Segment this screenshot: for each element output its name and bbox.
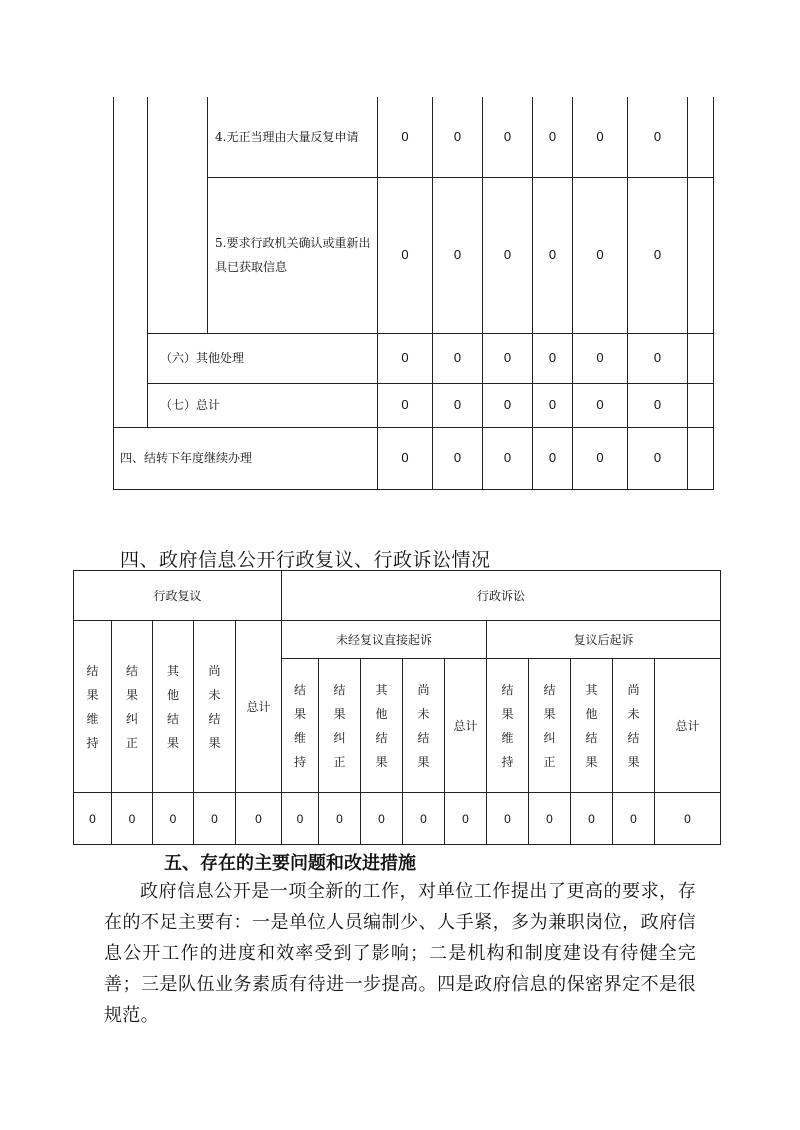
table-cell: 0 (153, 793, 194, 845)
table-cell: 0 (433, 177, 483, 333)
col-header: 其他结果 (361, 659, 403, 793)
section-heading: 五、存在的主要问题和改进措施 (164, 853, 416, 874)
table-cell: 0 (529, 793, 571, 845)
table-cell (688, 333, 714, 383)
col-header: 其他结果 (571, 659, 613, 793)
col-header: 尚未结果 (194, 621, 236, 793)
table-cell (688, 427, 714, 489)
table-row (74, 621, 721, 659)
col-header: 结果纠正 (112, 621, 153, 793)
table-cell: 0 (533, 333, 573, 383)
table-cell (688, 97, 714, 177)
table-cell: 0 (236, 793, 282, 845)
table-cell: 0 (378, 427, 433, 489)
table-cell: 0 (573, 383, 628, 427)
col-header: 总计 (236, 621, 282, 793)
table-cell: 0 (483, 427, 533, 489)
table-cell: 0 (378, 177, 433, 333)
row-label: 4.无正当理由大量反复申请 (208, 97, 378, 177)
after-review-header: 复议后起诉 (487, 621, 721, 659)
table-cell: 0 (319, 793, 361, 845)
row-label: （六）其他处理 (148, 333, 378, 383)
col-header: 结果维持 (282, 659, 319, 793)
table-cell: 0 (378, 383, 433, 427)
table-cell: 0 (433, 383, 483, 427)
table-row (114, 427, 714, 489)
table-cell: 0 (483, 177, 533, 333)
table-cell (114, 97, 148, 427)
table-cell: 0 (483, 383, 533, 427)
table-cell: 0 (533, 383, 573, 427)
direct-suit-header: 未经复议直接起诉 (282, 621, 487, 659)
col-header: 结果纠正 (319, 659, 361, 793)
review-litigation-table (73, 570, 721, 845)
table-row (114, 97, 714, 177)
col-header: 结果维持 (74, 621, 112, 793)
col-header: 尚未结果 (613, 659, 655, 793)
review-header: 行政复议 (74, 571, 282, 621)
table-cell: 0 (378, 97, 433, 177)
table-cell: 0 (655, 793, 721, 845)
table-cell: 0 (628, 427, 688, 489)
row-label: 5.要求行政机关确认或重新出具已获取信息 (208, 177, 378, 333)
table-cell: 0 (282, 793, 319, 845)
table-cell: 0 (533, 177, 573, 333)
col-header: 结果维持 (487, 659, 529, 793)
table-cell: 0 (573, 333, 628, 383)
col-header: 总计 (445, 659, 487, 793)
table-cell: 0 (533, 97, 573, 177)
table-cell: 0 (445, 793, 487, 845)
row-label: 四、结转下年度继续办理 (114, 427, 378, 489)
table-cell: 0 (483, 97, 533, 177)
table-row (114, 333, 714, 383)
section-heading: 四、政府信息公开行政复议、行政诉讼情况 (120, 549, 491, 571)
table-cell: 0 (628, 333, 688, 383)
col-header: 尚未结果 (403, 659, 445, 793)
table-cell: 0 (613, 793, 655, 845)
table-cell: 0 (112, 793, 153, 845)
section-paragraph: 政府信息公开是一项全新的工作，对单位工作提出了更高的要求，存在的不足主要有：一是单位人员编制少、人手紧，多为兼职岗位，政府信息公开工作的进度和效率受到了影响；二是机构和制度建设有待健全完善；三是队伍业务素质有待进一步提高。四是政府信息的保密界定不是很规范。 (104, 881, 696, 1026)
col-header: 其他结果 (153, 621, 194, 793)
table-cell (688, 383, 714, 427)
table-cell: 0 (361, 793, 403, 845)
table-cell: 0 (74, 793, 112, 845)
table-cell: 0 (483, 333, 533, 383)
table-cell: 0 (403, 793, 445, 845)
table-cell: 0 (433, 333, 483, 383)
table-cell: 0 (194, 793, 236, 845)
table-cell: 0 (628, 177, 688, 333)
table-cell: 0 (533, 427, 573, 489)
processing-results-table (113, 97, 714, 490)
table-cell: 0 (573, 427, 628, 489)
table-cell: 0 (487, 793, 529, 845)
table-cell (688, 177, 714, 333)
table-cell: 0 (571, 793, 613, 845)
col-header: 总计 (655, 659, 721, 793)
table-cell: 0 (628, 97, 688, 177)
table-cell: 0 (573, 177, 628, 333)
table-row (74, 793, 721, 845)
table-row (74, 571, 721, 621)
table-cell: 0 (573, 97, 628, 177)
row-label: （七）总计 (148, 383, 378, 427)
table-cell: 0 (433, 427, 483, 489)
table-cell (148, 97, 208, 333)
table-cell: 0 (433, 97, 483, 177)
table-cell: 0 (628, 383, 688, 427)
litigation-header: 行政诉讼 (282, 571, 721, 621)
table-row (114, 383, 714, 427)
table-cell: 0 (378, 333, 433, 383)
col-header: 结果纠正 (529, 659, 571, 793)
